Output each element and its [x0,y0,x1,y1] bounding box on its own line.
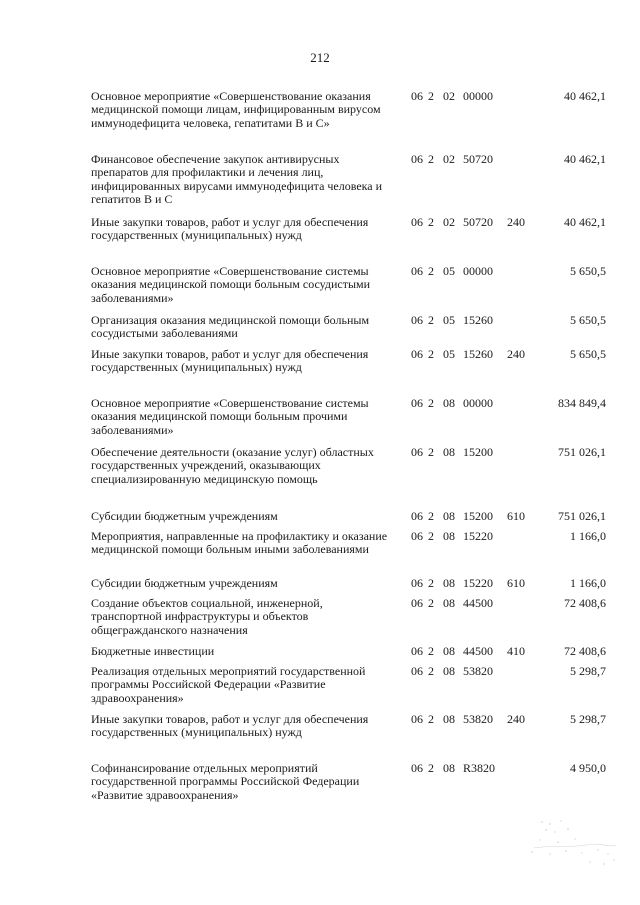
expense-code: 15200 [463,445,493,459]
row-name: Обеспечение деятельности (оказание услуг) областных государственных учреждений, оказывающих специализированную медицинскую помощь [91,445,374,486]
row-name: Основное мероприятие «Совершенствование системы оказания медицинской помощи больным прочими заболеваниями» [91,396,369,437]
row-name: Финансовое обеспечение закупок антивирусных препаратов для профилактики и лечения лиц, инфицированных вирусами иммунодефицита человека и гепатитов В и С [91,152,383,207]
amount: 5 298,7 [570,712,606,726]
subprogram-code: 2 [428,509,434,523]
amount: 834 849,4 [558,396,606,410]
program-code: 06 [411,664,423,678]
expense-type: 240 [507,347,525,361]
amount: 751 026,1 [558,509,606,523]
direction-code: 08 [443,445,455,459]
amount: 5 650,5 [570,264,606,278]
row-name: Софинансирование отдельных мероприятий государственной программы Российской Федерации «Развитие здравоохранения» [91,761,360,802]
direction-code: 08 [443,596,455,610]
expense-code: 44500 [463,644,493,658]
program-code: 06 [411,152,423,166]
direction-code: 02 [443,215,455,229]
direction-code: 08 [443,576,455,590]
direction-code: 08 [443,712,455,726]
program-code: 06 [411,347,423,361]
row-name: Субсидии бюджетным учреждениям [91,509,278,523]
row-name: Реализация отдельных мероприятий государственной программы Российской Федерации «Развитие здравоохранения» [91,664,366,705]
expense-code: 53820 [463,664,493,678]
expense-code: 00000 [463,396,493,410]
row-name: Иные закупки товаров, работ и услуг для обеспечения государственных (муниципальных) нужд [91,712,369,740]
subprogram-code: 2 [428,264,434,278]
subprogram-code: 2 [428,445,434,459]
subprogram-code: 2 [428,396,434,410]
row-name: Создание объектов социальной, инженерной, транспортной инфраструктуры и объектов общегражданского назначения [91,596,323,637]
amount: 40 462,1 [564,152,606,166]
direction-code: 05 [443,347,455,361]
direction-code: 08 [443,664,455,678]
program-code: 06 [411,215,423,229]
amount: 40 462,1 [564,89,606,103]
subprogram-code: 2 [428,313,434,327]
program-code: 06 [411,596,423,610]
row-name: Бюджетные инвестиции [91,644,215,658]
page-number: 212 [310,50,330,65]
subprogram-code: 2 [428,712,434,726]
amount: 40 462,1 [564,215,606,229]
subprogram-code: 2 [428,347,434,361]
expense-type: 410 [507,644,525,658]
row-name: Организация оказания медицинской помощи больным сосудистыми заболеваниями [91,313,370,341]
program-code: 06 [411,89,423,103]
program-code: 06 [411,576,423,590]
direction-code: 02 [443,152,455,166]
program-code: 06 [411,644,423,658]
subprogram-code: 2 [428,89,434,103]
program-code: 06 [411,712,423,726]
row-name: Основное мероприятие «Совершенствование оказания медицинской помощи лицам, инфицированным вирусом иммунодефицита человека, гепатитами В и С» [91,89,381,130]
subprogram-code: 2 [428,152,434,166]
amount: 751 026,1 [558,445,606,459]
program-code: 06 [411,529,423,543]
expense-code: 15260 [463,313,493,327]
direction-code: 05 [443,313,455,327]
amount: 72 408,6 [564,596,606,610]
program-code: 06 [411,396,423,410]
expense-code: 50720 [463,152,493,166]
program-code: 06 [411,761,423,775]
subprogram-code: 2 [428,644,434,658]
direction-code: 02 [443,89,455,103]
faint-stamp-mark [520,812,620,872]
expense-type: 240 [507,215,525,229]
row-name: Субсидии бюджетным учреждениям [91,576,278,590]
row-name: Иные закупки товаров, работ и услуг для обеспечения государственных (муниципальных) нужд [91,215,369,243]
subprogram-code: 2 [428,761,434,775]
expense-code: R3820 [463,761,496,775]
program-code: 06 [411,509,423,523]
row-name: Основное мероприятие «Совершенствование системы оказания медицинской помощи больным сосудистыми заболеваниями» [91,264,371,305]
expense-code: 50720 [463,215,493,229]
expense-type: 610 [507,576,525,590]
subprogram-code: 2 [428,596,434,610]
direction-code: 08 [443,529,455,543]
direction-code: 08 [443,396,455,410]
row-name: Мероприятия, направленные на профилактику и оказание медицинской помощи больным иными заболеваниями [91,529,388,557]
program-code: 06 [411,313,423,327]
expense-type: 240 [507,712,525,726]
amount: 72 408,6 [564,644,606,658]
expense-code: 00000 [463,264,493,278]
subprogram-code: 2 [428,215,434,229]
expense-code: 44500 [463,596,493,610]
direction-code: 08 [443,761,455,775]
expense-type: 610 [507,509,525,523]
direction-code: 08 [443,644,455,658]
expense-code: 53820 [463,712,493,726]
amount: 1 166,0 [570,529,606,543]
program-code: 06 [411,445,423,459]
amount: 5 650,5 [570,347,606,361]
amount: 5 650,5 [570,313,606,327]
row-name: Иные закупки товаров, работ и услуг для обеспечения государственных (муниципальных) нужд [91,347,369,375]
direction-code: 08 [443,509,455,523]
amount: 1 166,0 [570,576,606,590]
amount: 4 950,0 [570,761,606,775]
expense-code: 00000 [463,89,493,103]
expense-code: 15220 [463,529,493,543]
program-code: 06 [411,264,423,278]
subprogram-code: 2 [428,576,434,590]
expense-code: 15200 [463,509,493,523]
expense-code: 15220 [463,576,493,590]
subprogram-code: 2 [428,664,434,678]
expense-code: 15260 [463,347,493,361]
direction-code: 05 [443,264,455,278]
amount: 5 298,7 [570,664,606,678]
subprogram-code: 2 [428,529,434,543]
